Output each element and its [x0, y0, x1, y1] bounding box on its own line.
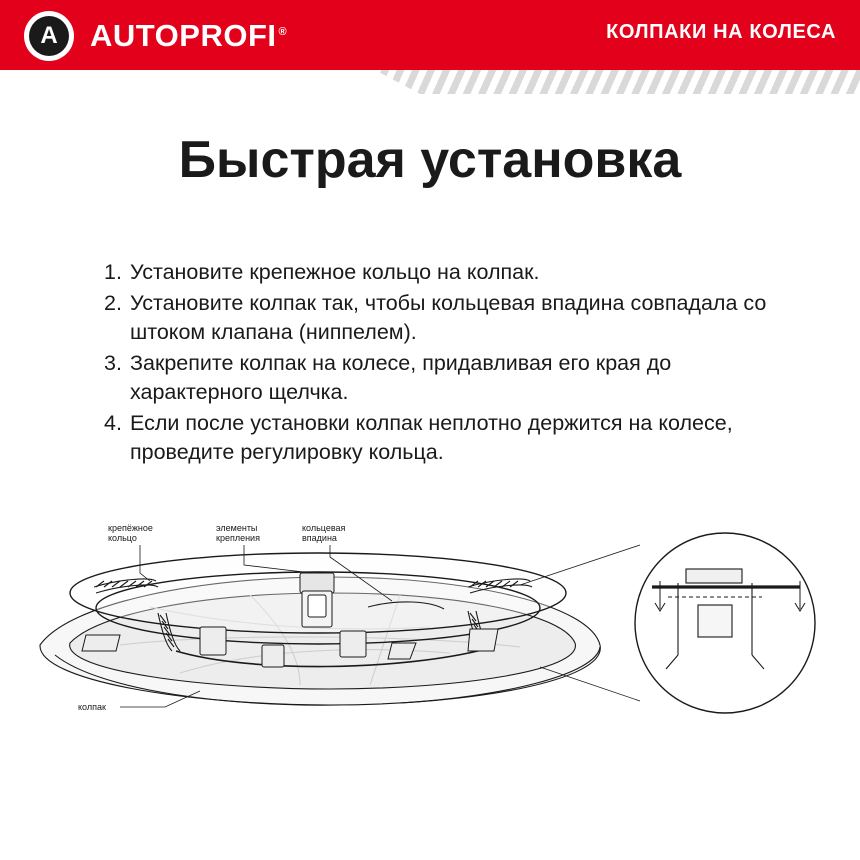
label-groove-line2: впадина — [302, 533, 337, 543]
step-number: 3. — [104, 351, 122, 375]
registered-trademark-icon: ® — [278, 25, 288, 38]
label-groove-line1: кольцевая — [302, 523, 346, 533]
instruction-steps — [104, 258, 804, 469]
step-text: Установите крепежное кольцо на колпак. — [130, 260, 540, 284]
brand-logo[interactable] — [24, 10, 287, 62]
logo-letter-a: A — [33, 20, 65, 52]
step-text: Если после установки колпак неплотно держится на колесе, проведите регулировку кольца. — [130, 411, 733, 464]
step-number: 2. — [104, 291, 122, 315]
page-header — [0, 0, 860, 94]
brand-name — [90, 18, 287, 54]
step-number: 1. — [104, 260, 122, 284]
wheel-cap-diagram — [0, 495, 860, 755]
list-item — [104, 409, 804, 467]
step-text: Установите колпак так, чтобы кольцевая впадина совпадала со штоком клапана (ниппелем). — [130, 291, 767, 344]
label-mount-ring-line1: крепёжное — [108, 523, 153, 533]
logo-circle-icon — [24, 11, 74, 61]
step-text: Закрепите колпак на колесе, придавливая его края до характерного щелчка. — [130, 351, 672, 404]
label-cap: колпак — [78, 702, 106, 712]
list-item — [104, 289, 804, 347]
label-fastening-line2: крепления — [216, 533, 260, 543]
list-item — [104, 258, 804, 287]
label-fastening-line1: элементы — [216, 523, 258, 533]
step-number: 4. — [104, 411, 122, 435]
header-tagline: КОЛПАКИ НА КОЛЕСА — [606, 21, 836, 43]
list-item — [104, 349, 804, 407]
header-hatch-stripes — [355, 70, 860, 94]
brand-name-text: AUTOPROFI — [90, 18, 277, 53]
label-mount-ring-line2: кольцо — [108, 533, 137, 543]
page-title: Быстрая установка — [178, 131, 682, 189]
